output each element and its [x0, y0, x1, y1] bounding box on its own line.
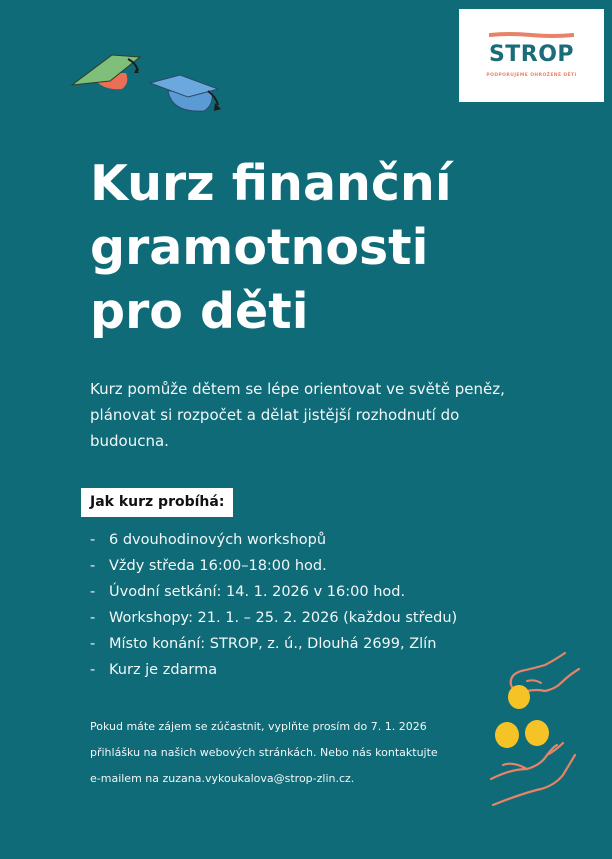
- list-item: [90, 657, 457, 683]
- list-item: [90, 553, 457, 579]
- dash-marker: -: [90, 662, 96, 678]
- list-item: [90, 527, 457, 553]
- page-title: [90, 152, 570, 344]
- list-item-text: Vždy středa 16:00–18:00 hod.: [109, 558, 327, 574]
- dash-marker: -: [90, 558, 96, 574]
- logo-tagline: PODPORUJEME OHROŽENÉ DĚTI: [486, 73, 577, 78]
- brush-stroke-icon: [489, 32, 574, 38]
- list-item: [90, 579, 457, 605]
- dash-marker: -: [90, 584, 96, 600]
- contact-note-line: Pokud máte zájem se zúčastnit, vyplňte prosím do 7. 1. 2026: [90, 720, 427, 733]
- dash-marker: -: [90, 532, 96, 548]
- contact-note-line: e-mailem na zuzana.vykoukalova@strop-zlin.cz.: [90, 772, 355, 785]
- dash-marker: -: [90, 610, 96, 626]
- logo-name: STROP: [488, 42, 575, 67]
- title-line: pro děti: [90, 283, 309, 340]
- hands-with-coins-icon: [483, 645, 583, 815]
- how-it-works-label: Jak kurz probíhá:: [81, 488, 233, 517]
- course-details-list: [90, 527, 457, 683]
- graduation-caps-icon: [68, 45, 238, 120]
- list-item-text: 6 dvouhodinových workshopů: [109, 532, 327, 548]
- title-line: Kurz finanční: [90, 155, 452, 212]
- title-line: gramotnosti: [90, 219, 429, 276]
- list-item: [90, 605, 457, 631]
- list-item-text: Úvodní setkání: 14. 1. 2026 v 16:00 hod.: [109, 584, 406, 600]
- strop-logo: [459, 9, 604, 102]
- dash-marker: -: [90, 636, 96, 652]
- intro-paragraph: Kurz pomůže dětem se lépe orientovat ve světě peněz, plánovat si rozpočet a dělat jistější rozhodnutí do budoucna.: [90, 380, 505, 450]
- contact-note: [90, 714, 490, 792]
- list-item: [90, 631, 457, 657]
- list-item-text: Workshopy: 21. 1. – 25. 2. 2026 (každou středu): [109, 610, 458, 626]
- list-item-text: Kurz je zdarma: [109, 662, 218, 678]
- contact-note-line: přihlášku na našich webových stránkách. Nebo nás kontaktujte: [90, 746, 438, 759]
- list-item-text: Místo konání: STROP, z. ú., Dlouhá 2699, Zlín: [109, 636, 437, 652]
